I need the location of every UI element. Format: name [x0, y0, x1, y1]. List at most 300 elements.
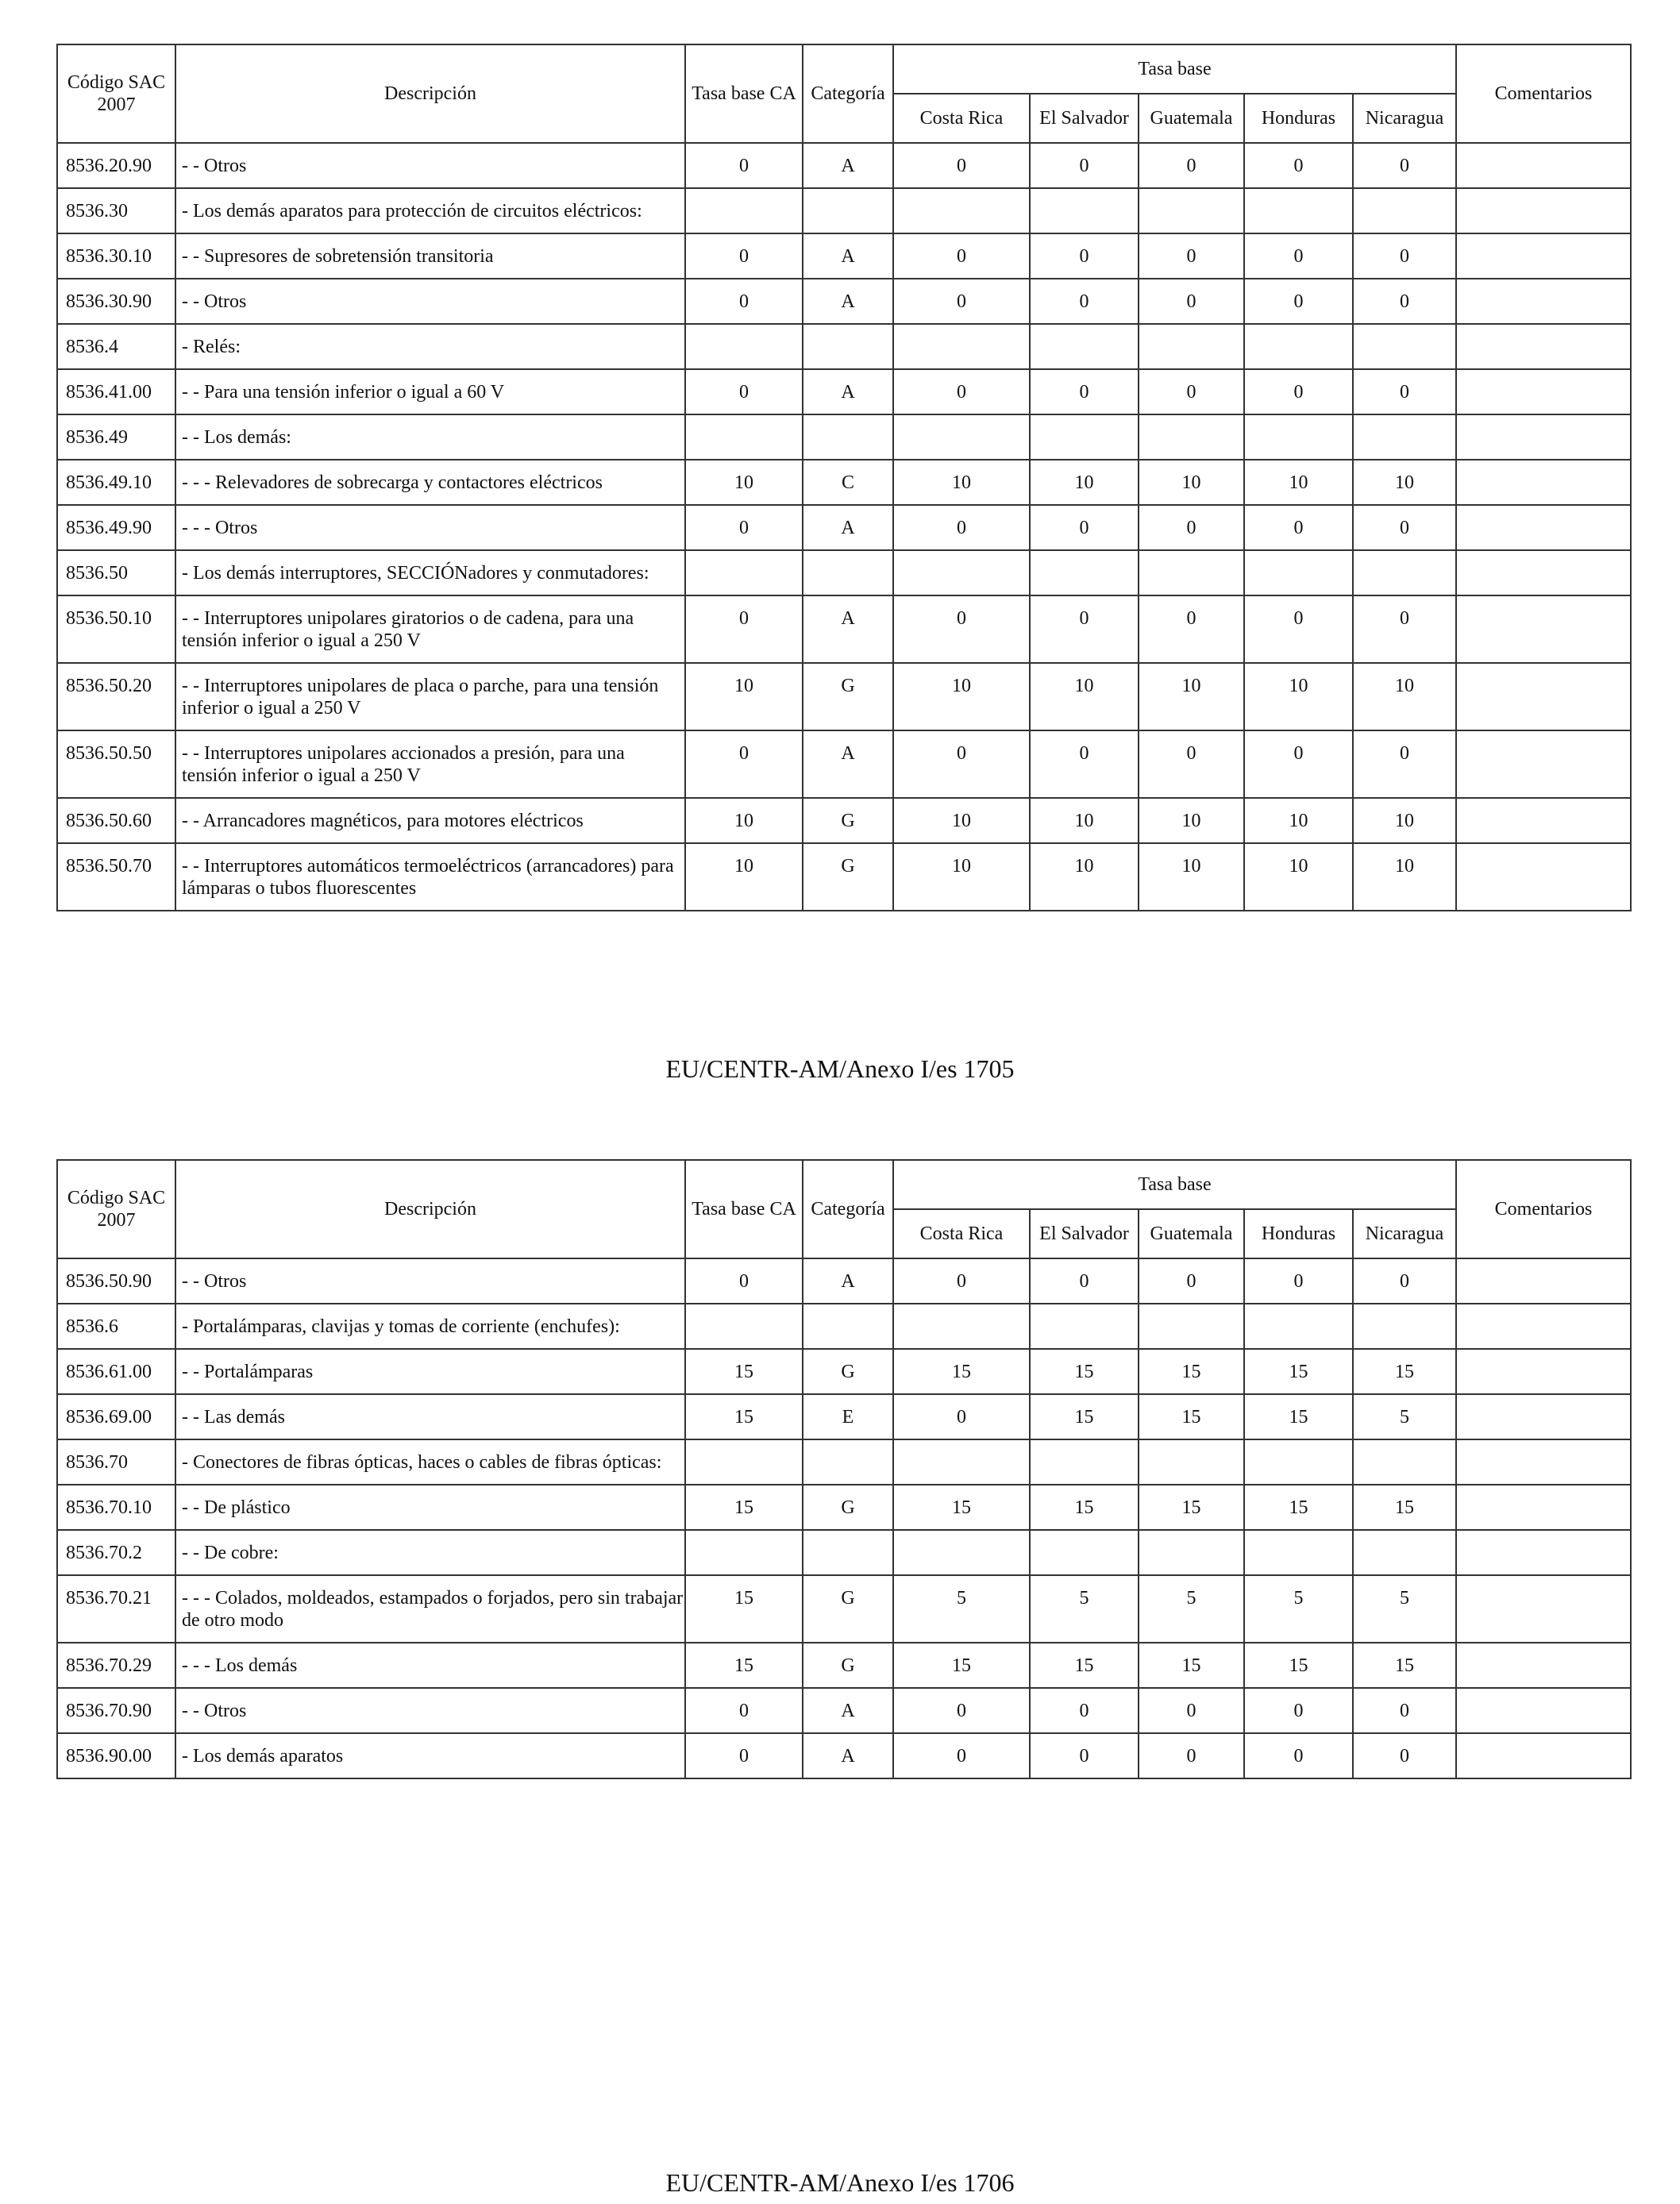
header-base-rate: Tasa base	[893, 1160, 1456, 1209]
rate-cell-costa-rica: 0	[893, 369, 1030, 414]
rate-cell-costa-rica: 0	[893, 730, 1030, 798]
description-cell: - - Las demás	[175, 1394, 685, 1439]
rate-cell-honduras: 0	[1244, 1258, 1353, 1304]
header-country-guatemala: Guatemala	[1139, 1209, 1244, 1258]
code-cell: 8536.30.90	[57, 279, 175, 324]
tariff-line-row	[57, 595, 1631, 663]
comments-cell	[1456, 1575, 1631, 1643]
rate-cell-guatemala	[1139, 1304, 1244, 1349]
rate-cell-nicaragua: 15	[1353, 1643, 1456, 1688]
code-cell: 8536.61.00	[57, 1349, 175, 1394]
base-rate-ca-cell: 15	[685, 1485, 803, 1530]
rate-cell-nicaragua: 10	[1353, 663, 1456, 730]
rate-cell-nicaragua	[1353, 1304, 1456, 1349]
rate-cell-honduras: 15	[1244, 1485, 1353, 1530]
rate-cell-honduras: 0	[1244, 595, 1353, 663]
code-cell: 8536.70.29	[57, 1643, 175, 1688]
heading-row	[57, 414, 1631, 460]
comments-cell	[1456, 1304, 1631, 1349]
rate-cell-guatemala: 10	[1139, 663, 1244, 730]
rate-cell-guatemala: 10	[1139, 460, 1244, 505]
rate-cell-honduras: 15	[1244, 1394, 1353, 1439]
rate-cell-costa-rica	[893, 414, 1030, 460]
category-cell: A	[803, 233, 893, 279]
description-cell: - - Interruptores unipolares accionados a presión, para una tensión inferior o igual a 250 V	[175, 730, 685, 798]
description-cell: - - Otros	[175, 1688, 685, 1733]
rate-cell-el-salvador: 15	[1030, 1643, 1139, 1688]
rate-cell-el-salvador: 0	[1030, 233, 1139, 279]
rate-cell-el-salvador: 10	[1030, 798, 1139, 843]
rate-cell-nicaragua: 0	[1353, 730, 1456, 798]
rate-cell-guatemala: 0	[1139, 1733, 1244, 1778]
description-cell: - - Interruptores automáticos termoeléctricos (arrancadores) para lámparas o tubos fluorescentes	[175, 843, 685, 911]
tariff-line-row	[57, 1688, 1631, 1733]
base-rate-ca-cell	[685, 550, 803, 595]
rate-cell-guatemala: 15	[1139, 1643, 1244, 1688]
rate-cell-nicaragua	[1353, 414, 1456, 460]
rate-cell-honduras: 0	[1244, 369, 1353, 414]
rate-cell-honduras	[1244, 414, 1353, 460]
header-category: Categoría	[803, 44, 893, 143]
rate-cell-honduras: 15	[1244, 1349, 1353, 1394]
description-cell: - - Para una tensión inferior o igual a 60 V	[175, 369, 685, 414]
rate-cell-honduras: 0	[1244, 730, 1353, 798]
rate-cell-el-salvador: 0	[1030, 595, 1139, 663]
header-description: Descripción	[175, 44, 685, 143]
rate-cell-guatemala: 10	[1139, 798, 1244, 843]
rate-cell-nicaragua: 5	[1353, 1394, 1456, 1439]
description-cell: - - Portalámparas	[175, 1349, 685, 1394]
rate-cell-guatemala: 0	[1139, 1688, 1244, 1733]
category-cell	[803, 1530, 893, 1575]
category-cell: G	[803, 1349, 893, 1394]
comments-cell	[1456, 1485, 1631, 1530]
tariff-line-row	[57, 798, 1631, 843]
comments-cell	[1456, 460, 1631, 505]
code-cell: 8536.70	[57, 1439, 175, 1485]
rate-cell-costa-rica: 5	[893, 1575, 1030, 1643]
code-cell: 8536.30	[57, 188, 175, 233]
rate-cell-nicaragua: 0	[1353, 233, 1456, 279]
rate-cell-costa-rica: 0	[893, 143, 1030, 188]
heading-row	[57, 1530, 1631, 1575]
description-cell: - Los demás aparatos	[175, 1733, 685, 1778]
comments-cell	[1456, 324, 1631, 369]
rate-cell-costa-rica: 15	[893, 1643, 1030, 1688]
rate-cell-el-salvador: 5	[1030, 1575, 1139, 1643]
rate-cell-honduras: 0	[1244, 505, 1353, 550]
rate-cell-nicaragua: 15	[1353, 1349, 1456, 1394]
rate-cell-nicaragua: 0	[1353, 369, 1456, 414]
rate-cell-honduras	[1244, 324, 1353, 369]
rate-cell-guatemala: 0	[1139, 730, 1244, 798]
rate-cell-nicaragua: 0	[1353, 505, 1456, 550]
header-code: Código SAC 2007	[57, 44, 175, 143]
category-cell: A	[803, 595, 893, 663]
description-cell: - - Los demás:	[175, 414, 685, 460]
rate-cell-honduras: 0	[1244, 279, 1353, 324]
category-cell: G	[803, 1485, 893, 1530]
rate-cell-guatemala: 0	[1139, 505, 1244, 550]
header-base-rate-ca: Tasa base CA	[685, 44, 803, 143]
rate-cell-honduras: 0	[1244, 233, 1353, 279]
comments-cell	[1456, 1439, 1631, 1485]
comments-cell	[1456, 233, 1631, 279]
base-rate-ca-cell	[685, 324, 803, 369]
comments-cell	[1456, 143, 1631, 188]
rate-cell-guatemala	[1139, 188, 1244, 233]
comments-cell	[1456, 1733, 1631, 1778]
rate-cell-guatemala	[1139, 414, 1244, 460]
rate-cell-costa-rica: 0	[893, 233, 1030, 279]
category-cell: A	[803, 505, 893, 550]
rate-cell-costa-rica	[893, 188, 1030, 233]
rate-cell-nicaragua: 10	[1353, 798, 1456, 843]
code-cell: 8536.20.90	[57, 143, 175, 188]
category-cell: C	[803, 460, 893, 505]
rate-cell-costa-rica	[893, 550, 1030, 595]
rate-cell-honduras: 10	[1244, 460, 1353, 505]
category-cell	[803, 188, 893, 233]
header-country-el-salvador: El Salvador	[1030, 1209, 1139, 1258]
code-cell: 8536.41.00	[57, 369, 175, 414]
category-cell	[803, 414, 893, 460]
rate-cell-honduras	[1244, 1304, 1353, 1349]
rate-cell-costa-rica: 0	[893, 595, 1030, 663]
base-rate-ca-cell: 10	[685, 798, 803, 843]
header-comments: Comentarios	[1456, 1160, 1631, 1258]
tariff-line-row	[57, 1733, 1631, 1778]
base-rate-ca-cell: 15	[685, 1575, 803, 1643]
rate-cell-guatemala	[1139, 324, 1244, 369]
table-header	[57, 1160, 1631, 1258]
header-country-nicaragua: Nicaragua	[1353, 94, 1456, 143]
base-rate-ca-cell: 15	[685, 1394, 803, 1439]
rate-cell-guatemala: 10	[1139, 843, 1244, 911]
header-country-el-salvador: El Salvador	[1030, 94, 1139, 143]
rate-cell-honduras: 10	[1244, 843, 1353, 911]
rate-cell-costa-rica: 10	[893, 460, 1030, 505]
rate-cell-el-salvador: 15	[1030, 1485, 1139, 1530]
header-base-rate: Tasa base	[893, 44, 1456, 94]
category-cell: A	[803, 143, 893, 188]
rate-cell-honduras	[1244, 188, 1353, 233]
rate-cell-el-salvador	[1030, 1304, 1139, 1349]
base-rate-ca-cell: 0	[685, 1733, 803, 1778]
tariff-line-row	[57, 460, 1631, 505]
rate-cell-guatemala: 0	[1139, 369, 1244, 414]
rate-cell-honduras: 0	[1244, 1733, 1353, 1778]
rate-cell-guatemala: 0	[1139, 279, 1244, 324]
comments-cell	[1456, 1349, 1631, 1394]
header-country-honduras: Honduras	[1244, 94, 1353, 143]
tariff-line-row	[57, 1394, 1631, 1439]
rate-cell-nicaragua	[1353, 188, 1456, 233]
comments-cell	[1456, 1643, 1631, 1688]
header-row-top	[57, 1160, 1631, 1209]
rate-cell-costa-rica: 10	[893, 798, 1030, 843]
rate-cell-el-salvador: 0	[1030, 143, 1139, 188]
table-header	[57, 44, 1631, 143]
rate-cell-el-salvador: 0	[1030, 730, 1139, 798]
rate-cell-costa-rica: 0	[893, 505, 1030, 550]
rate-cell-nicaragua	[1353, 1439, 1456, 1485]
rate-cell-el-salvador	[1030, 1530, 1139, 1575]
category-cell: A	[803, 1733, 893, 1778]
description-cell: - - Interruptores unipolares de placa o parche, para una tensión inferior o igual a 250 V	[175, 663, 685, 730]
comments-cell	[1456, 505, 1631, 550]
code-cell: 8536.50.50	[57, 730, 175, 798]
rate-cell-el-salvador	[1030, 414, 1139, 460]
rate-cell-nicaragua: 10	[1353, 843, 1456, 911]
base-rate-ca-cell	[685, 1439, 803, 1485]
category-cell: A	[803, 369, 893, 414]
header-country-guatemala: Guatemala	[1139, 94, 1244, 143]
table-body	[57, 143, 1631, 911]
rate-cell-costa-rica: 0	[893, 1688, 1030, 1733]
rate-cell-costa-rica: 10	[893, 663, 1030, 730]
code-cell: 8536.50.60	[57, 798, 175, 843]
code-cell: 8536.70.21	[57, 1575, 175, 1643]
rate-cell-guatemala: 15	[1139, 1394, 1244, 1439]
base-rate-ca-cell	[685, 414, 803, 460]
comments-cell	[1456, 279, 1631, 324]
tariff-line-row	[57, 843, 1631, 911]
code-cell: 8536.70.90	[57, 1688, 175, 1733]
description-cell: - - Otros	[175, 143, 685, 188]
rate-cell-guatemala: 0	[1139, 143, 1244, 188]
rate-cell-el-salvador: 0	[1030, 1688, 1139, 1733]
rate-cell-nicaragua: 10	[1353, 460, 1456, 505]
rate-cell-costa-rica: 15	[893, 1485, 1030, 1530]
comments-cell	[1456, 843, 1631, 911]
rate-cell-guatemala: 0	[1139, 233, 1244, 279]
base-rate-ca-cell: 0	[685, 595, 803, 663]
base-rate-ca-cell	[685, 188, 803, 233]
description-cell: - Los demás interruptores, SECCIÓNadores y conmutadores:	[175, 550, 685, 595]
code-cell: 8536.6	[57, 1304, 175, 1349]
base-rate-ca-cell: 15	[685, 1643, 803, 1688]
header-country-honduras: Honduras	[1244, 1209, 1353, 1258]
description-cell: - - Interruptores unipolares giratorios o de cadena, para una tensión inferior o igual a 250 V	[175, 595, 685, 663]
rate-cell-nicaragua: 0	[1353, 279, 1456, 324]
rate-cell-honduras	[1244, 1530, 1353, 1575]
rate-cell-el-salvador: 15	[1030, 1394, 1139, 1439]
code-cell: 8536.4	[57, 324, 175, 369]
tariff-line-row	[57, 663, 1631, 730]
page-footer: EU/CENTR-AM/Anexo I/es 1705	[665, 1054, 1015, 1083]
description-cell: - - - Los demás	[175, 1643, 685, 1688]
category-cell	[803, 1304, 893, 1349]
rate-cell-guatemala	[1139, 550, 1244, 595]
rate-cell-honduras	[1244, 1439, 1353, 1485]
base-rate-ca-cell	[685, 1530, 803, 1575]
code-cell: 8536.50.90	[57, 1258, 175, 1304]
tariff-line-row	[57, 505, 1631, 550]
rate-cell-el-salvador	[1030, 188, 1139, 233]
rate-cell-costa-rica: 15	[893, 1349, 1030, 1394]
rate-cell-costa-rica	[893, 1530, 1030, 1575]
code-cell: 8536.50.20	[57, 663, 175, 730]
rate-cell-costa-rica	[893, 1304, 1030, 1349]
description-cell: - - Otros	[175, 1258, 685, 1304]
rate-cell-costa-rica: 0	[893, 279, 1030, 324]
header-code: Código SAC 2007	[57, 1160, 175, 1258]
rate-cell-nicaragua: 0	[1353, 143, 1456, 188]
heading-row	[57, 1439, 1631, 1485]
comments-cell	[1456, 730, 1631, 798]
rate-cell-el-salvador: 0	[1030, 369, 1139, 414]
code-cell: 8536.50	[57, 550, 175, 595]
rate-cell-el-salvador: 15	[1030, 1349, 1139, 1394]
category-cell: G	[803, 663, 893, 730]
category-cell: G	[803, 843, 893, 911]
header-country-nicaragua: Nicaragua	[1353, 1209, 1456, 1258]
code-cell: 8536.49	[57, 414, 175, 460]
comments-cell	[1456, 595, 1631, 663]
comments-cell	[1456, 798, 1631, 843]
tariff-line-row	[57, 1485, 1631, 1530]
header-category: Categoría	[803, 1160, 893, 1258]
rate-cell-nicaragua	[1353, 1530, 1456, 1575]
header-comments: Comentarios	[1456, 44, 1631, 143]
code-cell: 8536.50.70	[57, 843, 175, 911]
rate-cell-nicaragua	[1353, 550, 1456, 595]
rate-cell-nicaragua: 0	[1353, 1733, 1456, 1778]
code-cell: 8536.69.00	[57, 1394, 175, 1439]
rate-cell-guatemala: 15	[1139, 1349, 1244, 1394]
rate-cell-el-salvador: 0	[1030, 279, 1139, 324]
description-cell: - - De plástico	[175, 1485, 685, 1530]
rate-cell-honduras: 10	[1244, 663, 1353, 730]
category-cell: A	[803, 1258, 893, 1304]
category-cell	[803, 1439, 893, 1485]
page-footer: EU/CENTR-AM/Anexo I/es 1706	[665, 2168, 1015, 2197]
header-country-costa-rica: Costa Rica	[893, 1209, 1030, 1258]
comments-cell	[1456, 1258, 1631, 1304]
rate-cell-costa-rica: 0	[893, 1733, 1030, 1778]
category-cell: A	[803, 1688, 893, 1733]
base-rate-ca-cell	[685, 1304, 803, 1349]
base-rate-ca-cell: 10	[685, 663, 803, 730]
description-cell: - - - Colados, moldeados, estampados o forjados, pero sin trabajar de otro modo	[175, 1575, 685, 1643]
rate-cell-guatemala	[1139, 1530, 1244, 1575]
rate-cell-costa-rica: 10	[893, 843, 1030, 911]
base-rate-ca-cell: 0	[685, 279, 803, 324]
description-cell: - - - Otros	[175, 505, 685, 550]
code-cell: 8536.49.10	[57, 460, 175, 505]
rate-cell-guatemala: 0	[1139, 595, 1244, 663]
category-cell	[803, 550, 893, 595]
comments-cell	[1456, 414, 1631, 460]
category-cell: G	[803, 798, 893, 843]
code-cell: 8536.90.00	[57, 1733, 175, 1778]
rate-cell-el-salvador	[1030, 1439, 1139, 1485]
rate-cell-el-salvador: 10	[1030, 843, 1139, 911]
heading-row	[57, 188, 1631, 233]
rate-cell-costa-rica	[893, 324, 1030, 369]
rate-cell-nicaragua: 0	[1353, 1258, 1456, 1304]
description-cell: - Los demás aparatos para protección de circuitos eléctricos:	[175, 188, 685, 233]
heading-row	[57, 550, 1631, 595]
base-rate-ca-cell: 0	[685, 730, 803, 798]
rate-cell-guatemala: 0	[1139, 1258, 1244, 1304]
comments-cell	[1456, 550, 1631, 595]
rate-cell-honduras: 10	[1244, 798, 1353, 843]
tariff-line-row	[57, 1643, 1631, 1688]
rate-cell-nicaragua	[1353, 324, 1456, 369]
tariff-line-row	[57, 143, 1631, 188]
rate-cell-guatemala: 15	[1139, 1485, 1244, 1530]
base-rate-ca-cell: 10	[685, 460, 803, 505]
rate-cell-nicaragua: 5	[1353, 1575, 1456, 1643]
table-body	[57, 1258, 1631, 1778]
tariff-table-page-1706	[56, 1159, 1632, 1779]
rate-cell-el-salvador: 0	[1030, 1258, 1139, 1304]
base-rate-ca-cell: 0	[685, 1258, 803, 1304]
description-cell: - - Arrancadores magnéticos, para motores eléctricos	[175, 798, 685, 843]
code-cell: 8536.30.10	[57, 233, 175, 279]
description-cell: - Portalámparas, clavijas y tomas de corriente (enchufes):	[175, 1304, 685, 1349]
comments-cell	[1456, 663, 1631, 730]
rate-cell-honduras: 5	[1244, 1575, 1353, 1643]
rate-cell-costa-rica: 0	[893, 1258, 1030, 1304]
rate-cell-nicaragua: 15	[1353, 1485, 1456, 1530]
rate-cell-honduras	[1244, 550, 1353, 595]
base-rate-ca-cell: 0	[685, 505, 803, 550]
tariff-line-row	[57, 1349, 1631, 1394]
comments-cell	[1456, 1688, 1631, 1733]
base-rate-ca-cell: 0	[685, 143, 803, 188]
base-rate-ca-cell: 0	[685, 1688, 803, 1733]
rate-cell-el-salvador: 10	[1030, 460, 1139, 505]
header-base-rate-ca: Tasa base CA	[685, 1160, 803, 1258]
tariff-line-row	[57, 233, 1631, 279]
tariff-line-row	[57, 1258, 1631, 1304]
base-rate-ca-cell: 10	[685, 843, 803, 911]
description-cell: - Conectores de fibras ópticas, haces o cables de fibras ópticas:	[175, 1439, 685, 1485]
category-cell: G	[803, 1575, 893, 1643]
rate-cell-guatemala: 5	[1139, 1575, 1244, 1643]
rate-cell-el-salvador: 0	[1030, 505, 1139, 550]
heading-row	[57, 324, 1631, 369]
rate-cell-el-salvador: 10	[1030, 663, 1139, 730]
tariff-table-page-1705	[56, 44, 1632, 911]
comments-cell	[1456, 369, 1631, 414]
rate-cell-el-salvador	[1030, 324, 1139, 369]
rate-cell-nicaragua: 0	[1353, 1688, 1456, 1733]
code-cell: 8536.70.10	[57, 1485, 175, 1530]
description-cell: - - Supresores de sobretensión transitoria	[175, 233, 685, 279]
tariff-line-row	[57, 730, 1631, 798]
tariff-line-row	[57, 369, 1631, 414]
code-cell: 8536.49.90	[57, 505, 175, 550]
base-rate-ca-cell: 15	[685, 1349, 803, 1394]
code-cell: 8536.70.2	[57, 1530, 175, 1575]
description-cell: - - - Relevadores de sobrecarga y contactores eléctricos	[175, 460, 685, 505]
category-cell: G	[803, 1643, 893, 1688]
rate-cell-costa-rica	[893, 1439, 1030, 1485]
base-rate-ca-cell: 0	[685, 369, 803, 414]
comments-cell	[1456, 1530, 1631, 1575]
rate-cell-honduras: 0	[1244, 143, 1353, 188]
category-cell	[803, 324, 893, 369]
rate-cell-el-salvador: 0	[1030, 1733, 1139, 1778]
comments-cell	[1456, 188, 1631, 233]
rate-cell-nicaragua: 0	[1353, 595, 1456, 663]
header-description: Descripción	[175, 1160, 685, 1258]
category-cell: A	[803, 279, 893, 324]
